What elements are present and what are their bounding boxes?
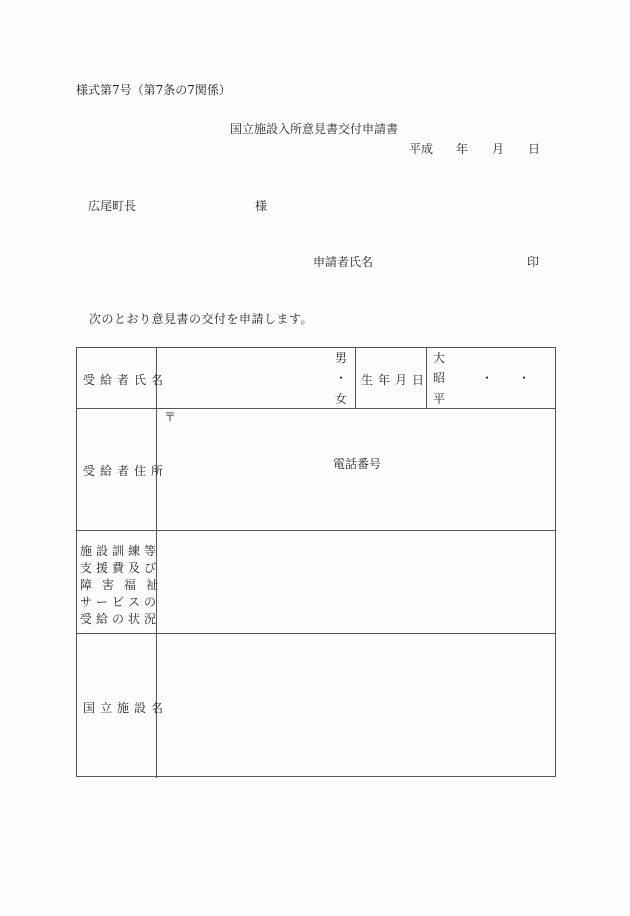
- postal-mark: 〒: [164, 410, 177, 424]
- service-status-label-line: 施設訓練等: [80, 544, 161, 558]
- applicant-name-field[interactable]: [380, 253, 520, 271]
- date-month-field[interactable]: 月: [492, 142, 505, 156]
- form-title: 国立施設入所意見書交付申請書: [230, 122, 399, 136]
- applicant-name-label: 申請者氏名: [313, 255, 374, 269]
- service-status-label-line: 受給の状況: [80, 612, 161, 626]
- birthdate-field[interactable]: [447, 368, 547, 388]
- service-status-label-line: サービスの: [80, 595, 161, 609]
- row-divider: [77, 530, 555, 531]
- addressee-name: 広尾町長: [88, 199, 137, 213]
- recipient-address-label: 受給者住所: [83, 464, 169, 478]
- service-status-label-line: 障害福祉: [80, 578, 169, 592]
- birthdate-label: 生年月日: [361, 373, 430, 387]
- phone-label: 電話番号: [333, 457, 382, 471]
- intro-text: 次のとおり意見書の交付を申請します。: [89, 312, 314, 326]
- recipient-name-label: 受給者氏名: [83, 373, 169, 387]
- phone-field[interactable]: [387, 452, 547, 474]
- form-number: 様式第7号（第7条の7関係）: [76, 83, 231, 97]
- national-facility-field[interactable]: [158, 636, 553, 776]
- era-heisei-option[interactable]: 平: [433, 392, 446, 406]
- seal-mark: 印: [527, 255, 540, 269]
- column-divider: [355, 348, 356, 408]
- service-status-label-line: 支援費及び: [80, 561, 161, 575]
- era-taisho-option[interactable]: 大: [433, 351, 446, 365]
- service-status-field[interactable]: [158, 533, 553, 631]
- birthdate-separator: ・: [481, 371, 494, 385]
- recipient-name-field[interactable]: [158, 350, 328, 406]
- addressee-honorific: 様: [255, 199, 268, 213]
- row-divider: [77, 408, 555, 409]
- service-status-label: [80, 543, 168, 628]
- date-era: 平成: [409, 142, 434, 156]
- sex-separator: ・: [335, 371, 348, 385]
- date-day-field[interactable]: 日: [528, 142, 541, 156]
- sex-male-option[interactable]: 男: [335, 351, 348, 365]
- row-divider: [77, 633, 555, 634]
- national-facility-label: 国立施設名: [83, 701, 169, 715]
- date-year-field[interactable]: 年: [456, 142, 469, 156]
- recipient-address-field[interactable]: [158, 410, 553, 450]
- era-showa-option[interactable]: 昭: [433, 371, 446, 385]
- birthdate-separator: ・: [518, 371, 531, 385]
- sex-female-option[interactable]: 女: [335, 392, 348, 406]
